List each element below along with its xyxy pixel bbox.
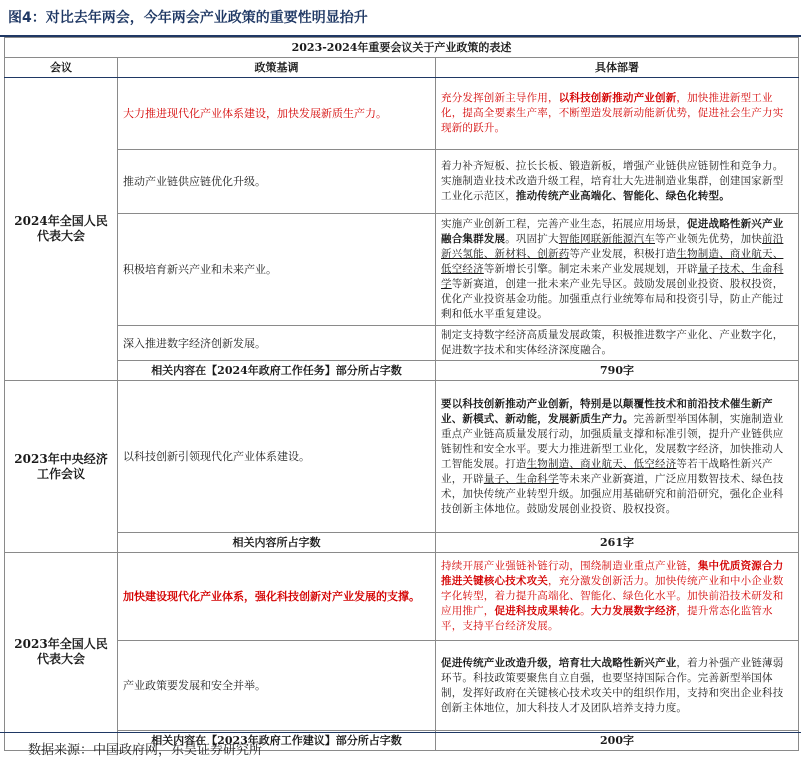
- deployment-text-segment: 前沿新兴氢能、新材料、创新药: [441, 233, 784, 260]
- deployment-cell: [436, 381, 799, 533]
- policy-basis-cell: 产业政策要发展和安全并举。: [118, 641, 436, 731]
- deployment-text-segment: 等未来产业新赛道，广泛应用数智技术、绿色技术，加快传统产业转型升级。加强应用基础研究和前沿研究，强化企业科技创新主体地位。鼓励发展创业投资、股权投资。: [441, 472, 784, 515]
- deployment-text-segment: 等新赛道，创建一批未来产业先导区。鼓励发展创业投资、股权投资，优化产业投资基金功能。加强重点行业统筹布局和投资引导，防止产能过剩和低水平重复建设。: [441, 278, 784, 320]
- word-count-value: 261字: [436, 533, 799, 553]
- word-count-summary-row: [5, 361, 799, 381]
- table-row: [5, 150, 799, 214]
- deployment-text-segment: 促进科技成果转化: [494, 605, 581, 617]
- table-row: [5, 381, 799, 533]
- deployment-cell: [436, 150, 799, 214]
- deployment-text-segment: 制定支持数字经济高质量发展政策，积极推进数字产业化、产业数字化，促进数字技术和实体经济深度融合。: [441, 329, 784, 356]
- policy-basis-cell: 加快建设现代化产业体系，强化科技创新对产业发展的支撑。: [118, 553, 436, 641]
- deployment-text-segment: ，充分激发创新活力。加快传统产业和中小企业数字化转型，着力提升高端化、智能化、绿色化水平。加快前沿技术研发和应用推广，: [441, 575, 784, 617]
- header-meeting: 会议: [5, 58, 118, 78]
- deployment-text-segment: 等若干战略性新兴产业，开辟: [441, 457, 773, 485]
- meeting-cell: 2023年中央经济工作会议: [5, 381, 118, 553]
- table-header-row: [5, 58, 799, 78]
- deployment-text-segment: 持续开展产业强链补链行动，围绕制造业重点产业链，: [441, 560, 698, 572]
- deployment-text-segment: 大力发展数字经济: [590, 605, 677, 617]
- table-caption-row: [5, 38, 799, 58]
- policy-basis-cell: 以科技创新引领现代化产业体系建设。: [118, 381, 436, 533]
- deployment-text-segment: 。: [580, 605, 591, 617]
- table-caption: 2023-2024年重要会议关于产业政策的表述: [5, 38, 799, 58]
- deployment-cell: [436, 214, 799, 326]
- deployment-text-segment: 智能网联新能源汽车: [558, 233, 656, 245]
- deployment-text-segment: 要以科技创新推动产业创新，特别是以颠覆性技术和前沿技术催生新产业、新模式、新动能，发展新质生产力。: [441, 397, 773, 425]
- deployment-text-segment: ，加快推进新型工业化，提高全要素生产率，不断塑造发展新动能新优势，促进社会生产力实现新的跃升。: [441, 92, 784, 134]
- table-row: [5, 641, 799, 731]
- word-count-summary-row: [5, 533, 799, 553]
- deployment-text-segment: ，提升常态化监管水平，支持平台经济发展。: [441, 605, 773, 632]
- deployment-text-segment: ，着力补强产业链薄弱环节。科技政策要聚焦自立自强，也要坚持国际合作。完善新型举国体制，发挥好政府在关键核心技术攻关中的组织作用，支持和突出企业科技创新主体地位，加大科技人才及团队培养支持力度。: [441, 656, 784, 714]
- policy-basis-cell: 积极培育新兴产业和未来产业。: [118, 214, 436, 326]
- policy-comparison-table: [4, 37, 799, 751]
- deployment-text-segment: 充分发挥创新主导作用，: [441, 92, 559, 104]
- deployment-text-segment: 促进传统产业改造升级，培育壮大战略性新兴产业: [441, 656, 677, 669]
- table-row: [5, 326, 799, 361]
- deployment-text-segment: 实施产业创新工程，完善产业生态，拓展应用场景，: [441, 218, 688, 230]
- deployment-cell: [436, 326, 799, 361]
- policy-basis-cell: 大力推进现代化产业体系建设，加快发展新质生产力。: [118, 78, 436, 150]
- deployment-text-segment: 量子、生命科学: [483, 472, 559, 485]
- deployment-text-segment: 生物制造、商业航天、低空经济: [526, 457, 677, 470]
- meeting-cell: 2024年全国人民代表大会: [5, 78, 118, 381]
- deployment-text-segment: 促进战略性新兴产业融合集群发展: [441, 218, 784, 245]
- deployment-cell: [436, 78, 799, 150]
- header-specific-deployment: 具体部署: [436, 58, 799, 78]
- deployment-text-segment: 推动传统产业高端化、智能化、绿色化转型。: [515, 190, 730, 202]
- deployment-text-segment: 着力补齐短板、拉长长板、锻造新板，增强产业链供应链韧性和竞争力。实施制造业技术改造升级工程，培育壮大先进制造业集群，创建国家新型工业化示范区，: [441, 160, 784, 202]
- figure-title: 图4：对比去年两会，今年两会产业政策的重要性明显抬升: [8, 10, 368, 26]
- deployment-text-segment: 量子技术、生命科学: [441, 263, 784, 290]
- meeting-cell: 2023年全国人民代表大会: [5, 553, 118, 751]
- deployment-text-segment: 。巩固扩大: [505, 233, 559, 245]
- bottom-rule: [0, 732, 801, 733]
- word-count-label: 相关内容所占字数: [118, 533, 436, 553]
- deployment-text-segment: 以科技创新推动产业创新: [558, 92, 677, 104]
- deployment-text-segment: 完善新型举国体制，实施制造业重点产业链高质量发展行动，加强质量支撑和标准引领，提升产业链供应链韧性和安全水平。要大力推进新型工业化，发展数字经济，加快推动人工智能发展。打造: [441, 412, 784, 470]
- deployment-text-segment: 集中优质资源合力推进关键核心技术攻关: [441, 560, 784, 587]
- word-count-value: 200字: [436, 731, 799, 751]
- table-row: [5, 78, 799, 150]
- word-count-label: 相关内容在【2023年政府工作建议】部分所占字数: [118, 731, 436, 751]
- word-count-value: 790字: [436, 361, 799, 381]
- policy-basis-cell: 深入推进数字经济创新发展。: [118, 326, 436, 361]
- data-source-note: 数据来源：中国政府网，东吴证券研究所: [28, 743, 263, 758]
- table-row: [5, 553, 799, 641]
- deployment-text-segment: 等新增长引擎。制定未来产业发展规划，开辟: [483, 263, 698, 275]
- deployment-text-segment: 等产业领先优势，加快: [655, 233, 763, 245]
- table-row: [5, 214, 799, 326]
- deployment-cell: [436, 553, 799, 641]
- deployment-text-segment: 生物制造、商业航天、低空经济: [441, 248, 784, 275]
- policy-basis-cell: 推动产业链供应链优化升级。: [118, 150, 436, 214]
- header-policy-basis: 政策基调: [118, 58, 436, 78]
- deployment-text-segment: 等产业发展，积极打造: [569, 248, 677, 260]
- deployment-cell: [436, 641, 799, 731]
- word-count-label: 相关内容在【2024年政府工作任务】部分所占字数: [118, 361, 436, 381]
